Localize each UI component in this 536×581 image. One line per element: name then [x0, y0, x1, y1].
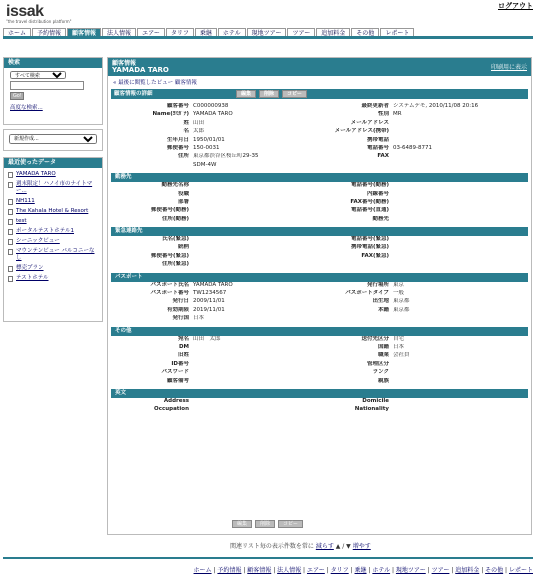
field-label — [301, 315, 391, 323]
field-label: 勤務先名称 — [161, 182, 189, 189]
field-label: 旧姓 — [177, 352, 189, 359]
recent-item[interactable] — [8, 181, 98, 195]
field-label: 性別 — [377, 111, 389, 118]
tab-9[interactable]: ツアー — [287, 28, 315, 36]
field-value — [391, 162, 524, 170]
create-new-panel — [3, 129, 103, 151]
details-header — [111, 89, 528, 99]
field-value: 自宅 — [393, 335, 405, 342]
field-label: 携帯電話(緊急) — [350, 244, 389, 251]
customer-detail-panel — [107, 57, 532, 535]
edit-button-bottom[interactable]: 編集 — [232, 520, 252, 528]
field-value — [391, 191, 524, 199]
recent-item[interactable] — [8, 265, 98, 272]
field-label: 電話番号(直通) — [350, 207, 389, 214]
document-icon — [8, 182, 13, 188]
copy-button[interactable]: コピー — [282, 90, 307, 98]
document-icon — [8, 229, 13, 235]
recent-item[interactable] — [8, 238, 98, 245]
field-label: DM — [178, 343, 189, 350]
field-row — [111, 361, 524, 369]
field-value — [391, 406, 524, 414]
field-label: パスワード — [161, 369, 189, 376]
field-row — [111, 244, 524, 252]
field-value: YAMADA TARO — [193, 111, 233, 118]
document-icon — [8, 249, 13, 255]
field-label: 顧客番号 — [166, 103, 189, 109]
tab-4[interactable]: エアー — [137, 28, 165, 36]
field-value — [391, 236, 524, 244]
field-label: Name(ﾖﾐｶﾞﾅ) — [152, 111, 189, 118]
english-table — [111, 398, 524, 415]
tab-8[interactable]: 現地ツアー — [247, 28, 287, 36]
recent-item[interactable] — [8, 275, 98, 282]
field-value — [391, 315, 524, 323]
section-passport: パスポート — [111, 273, 528, 282]
field-label: 管理区分 — [366, 360, 389, 367]
field-value: 太郎 — [193, 128, 205, 135]
search-input[interactable] — [10, 81, 84, 90]
field-label: 住所 — [177, 153, 189, 160]
section-other: その他 — [111, 327, 528, 336]
field-label: Domicile — [362, 397, 389, 404]
field-label: 発行国 — [172, 315, 189, 322]
search-panel — [3, 57, 103, 125]
field-row — [111, 153, 524, 161]
recent-item-link[interactable]: 週末限定！ハノイ市のナイトマー... — [16, 181, 93, 194]
field-value — [191, 244, 301, 252]
search-scope-select[interactable] — [10, 71, 66, 79]
footer-link[interactable]: 現地ツアー — [395, 567, 426, 574]
field-value — [391, 120, 524, 128]
field-label: 携帯電話 — [366, 136, 389, 143]
field-label: FAX(緊急) — [361, 252, 389, 259]
field-value — [391, 361, 524, 369]
field-row — [111, 236, 524, 244]
field-label: 姓 — [183, 119, 189, 126]
field-row — [111, 207, 524, 215]
search-go-button[interactable]: Go! — [10, 92, 24, 100]
field-label: ID番号 — [171, 360, 189, 367]
document-icon — [8, 239, 13, 245]
recent-item-link[interactable]: ポータルテストホテル1 — [16, 228, 75, 234]
field-label: 住所(勤務) — [161, 215, 189, 222]
basic-info-table — [111, 103, 524, 170]
field-value — [191, 361, 301, 369]
footer-link[interactable]: ホーム — [193, 567, 212, 574]
field-row — [111, 261, 524, 269]
field-value — [191, 236, 301, 244]
recent-item-link[interactable]: test — [16, 218, 27, 224]
field-label: Nationality — [354, 406, 389, 413]
field-value — [391, 398, 524, 406]
tab-12[interactable]: レポート — [380, 28, 414, 36]
field-label: 最終更新者 — [361, 103, 389, 109]
print-view-link[interactable]: 印刷用に表示 — [490, 64, 527, 71]
field-value: MR — [393, 111, 402, 118]
delete-button[interactable]: 削除 — [259, 90, 279, 98]
tab-2[interactable]: 顧客情報 — [67, 28, 101, 36]
field-value: 東京 — [393, 281, 405, 288]
field-label: 名 — [183, 128, 189, 135]
field-row — [111, 378, 524, 386]
field-label: FAX番号(勤務) — [350, 198, 389, 205]
field-label: 電話番号(勤務) — [350, 182, 389, 189]
field-value: 日本 — [393, 343, 405, 350]
field-value: 東京都渋谷区桜丘町29-35 — [193, 153, 259, 160]
field-row — [111, 199, 524, 207]
field-value — [391, 182, 524, 190]
tab-6[interactable]: 乗継 — [195, 28, 217, 36]
tab-3[interactable]: 法人情報 — [102, 28, 136, 36]
field-value: 日本 — [193, 315, 205, 322]
field-label — [301, 162, 391, 170]
main-header — [108, 58, 531, 76]
field-value — [391, 128, 524, 136]
field-value — [191, 253, 301, 261]
footer-nav: ホーム | 予約情報 | 顧客情報 | 法人情報 | エアー | タリフ | 乗継 | ホテル | 現地ツアー | ツアー | 追加料金 | その他 | レポート — [3, 557, 533, 575]
document-icon — [8, 276, 13, 282]
field-label: 国籍 — [377, 343, 389, 350]
section-english: 英文 — [111, 389, 528, 398]
field-row — [111, 162, 524, 170]
field-value: 2009/11/01 — [193, 298, 225, 305]
field-row — [111, 298, 524, 306]
field-row — [111, 369, 524, 377]
search-title: 検索 — [4, 58, 102, 68]
field-value: 東京都 — [393, 298, 410, 305]
recent-item-link[interactable]: テストホテル — [16, 275, 49, 281]
tab-11[interactable]: その他 — [351, 28, 379, 36]
field-value: 会社員 — [393, 352, 410, 359]
document-icon — [8, 209, 13, 215]
passport-table — [111, 282, 524, 324]
field-label: 生年月日 — [166, 136, 189, 143]
field-value — [391, 216, 524, 224]
field-label: パスポートタイプ — [345, 290, 389, 297]
field-label: 親族 — [377, 377, 389, 384]
field-value: YAMADA TARO — [193, 281, 233, 288]
field-row — [111, 406, 524, 414]
field-row — [111, 398, 524, 406]
field-value — [391, 207, 524, 215]
advanced-search-link[interactable]: 高度な検索... — [10, 105, 43, 111]
recent-item-link[interactable]: YAMADA TARO — [16, 171, 56, 177]
field-row — [111, 352, 524, 360]
field-label: 住所(緊急) — [161, 261, 189, 268]
field-label: ランク — [372, 369, 389, 376]
field-label: 部署 — [177, 198, 189, 205]
field-label: Occupation — [154, 406, 189, 413]
field-label: 出生地 — [372, 298, 389, 305]
edit-button[interactable]: 編集 — [236, 90, 256, 98]
field-row — [111, 182, 524, 190]
field-value: SDM-4W — [193, 161, 217, 168]
field-value — [391, 153, 524, 161]
field-value — [191, 398, 301, 406]
tab-7[interactable]: ホテル — [218, 28, 246, 36]
field-value — [391, 244, 524, 252]
recent-item-link[interactable]: NH111 — [16, 198, 35, 204]
field-label: 職業 — [377, 352, 389, 359]
field-value: 一般 — [393, 290, 405, 297]
main-title: 顧客情報 — [112, 60, 137, 67]
field-value — [391, 261, 524, 269]
field-label: パスポート番号 — [150, 290, 189, 297]
field-row — [111, 336, 524, 344]
field-value: 150-0031 — [193, 144, 220, 151]
field-row — [111, 191, 524, 199]
document-icon — [8, 266, 13, 272]
recent-list — [4, 168, 102, 288]
field-label: 送付先区分 — [361, 335, 389, 342]
footer-link[interactable]: ホテル — [372, 567, 391, 574]
create-new-select[interactable] — [9, 134, 97, 144]
field-row — [111, 120, 524, 128]
field-label: 郵便番号(緊急) — [150, 252, 189, 259]
field-row — [111, 137, 524, 145]
field-label — [111, 162, 191, 170]
field-value — [391, 378, 524, 386]
field-label: 郵便番号 — [166, 144, 189, 151]
field-value — [191, 344, 301, 352]
field-label: 続柄 — [177, 244, 189, 251]
copy-button-bottom[interactable]: コピー — [278, 520, 303, 528]
field-label: 郵便番号(勤務) — [150, 207, 189, 214]
delete-button-bottom[interactable]: 削除 — [255, 520, 275, 528]
field-label: 顧客備考 — [166, 377, 189, 384]
field-row — [111, 344, 524, 352]
footer-link[interactable]: その他 — [485, 567, 504, 574]
recent-item[interactable] — [8, 208, 98, 215]
field-value — [191, 261, 301, 269]
logout-link[interactable]: ログアウト — [498, 2, 533, 10]
footer-link[interactable]: 乗継 — [354, 567, 367, 574]
field-value: 1950/01/01 — [193, 136, 225, 143]
section-work: 勤務先 — [111, 173, 528, 182]
tagline: "the travel distribution platform" — [6, 19, 72, 24]
field-label: パスポート氏名 — [150, 281, 189, 288]
field-label: FAX — [377, 153, 389, 160]
field-value — [191, 199, 301, 207]
field-value — [191, 216, 301, 224]
breadcrumb[interactable]: « 最後に閲覧したビュー 顧客情報 — [113, 80, 197, 86]
related-text: 関連リスト毎の表示件数を常に — [230, 543, 314, 550]
recent-items-panel — [3, 157, 103, 322]
footer-link[interactable]: 顧客情報 — [247, 567, 272, 574]
field-value — [391, 137, 524, 145]
field-value: 2019/11/01 — [193, 306, 225, 313]
field-value — [391, 253, 524, 261]
show-less-link[interactable]: 減らす — [315, 543, 334, 550]
field-value — [191, 352, 301, 360]
field-value — [191, 191, 301, 199]
section-emergency: 緊急連絡先 — [111, 227, 528, 236]
field-row — [111, 128, 524, 136]
field-value: C000000938 — [193, 103, 229, 109]
field-value: TW1234567 — [193, 290, 227, 297]
recent-item-link[interactable]: シーニックビュー — [16, 238, 60, 244]
field-label — [301, 261, 391, 269]
footer-link[interactable]: 予約情報 — [217, 567, 242, 574]
tab-10[interactable]: 追加料金 — [316, 28, 350, 36]
footer-link[interactable]: 追加料金 — [455, 567, 480, 574]
field-row — [111, 145, 524, 153]
field-label: メールアドレス — [350, 119, 389, 126]
recent-item-link[interactable]: The Kahala Hotel & Resort — [16, 208, 89, 214]
document-icon — [8, 172, 13, 178]
footer-link[interactable]: レポート — [508, 567, 533, 574]
field-label: 発行場所 — [366, 281, 389, 288]
field-label: 氏名(緊急) — [161, 236, 189, 243]
customer-name-title: YAMADA TARO — [112, 66, 169, 74]
recent-item[interactable] — [8, 198, 98, 205]
show-more-link[interactable]: 増やす — [352, 543, 371, 550]
footer-link[interactable]: タリフ — [330, 567, 349, 574]
field-row — [111, 253, 524, 261]
footer-link[interactable]: エアー — [306, 567, 325, 574]
recent-item[interactable] — [8, 248, 98, 262]
field-label: Address — [163, 397, 189, 404]
tab-1[interactable]: 予約情報 — [32, 28, 66, 36]
field-row — [111, 315, 524, 323]
field-value: 03-6489-8771 — [393, 144, 432, 151]
field-label: 内線番号 — [366, 190, 389, 197]
field-label: 役職 — [177, 190, 189, 197]
field-label: 発行日 — [172, 298, 189, 305]
field-row — [111, 307, 524, 315]
main-tabs — [3, 28, 533, 39]
recent-title: 最近使ったデータ — [4, 158, 102, 168]
field-label: 勤務先 — [372, 215, 389, 222]
footer-link[interactable]: 法人情報 — [277, 567, 302, 574]
field-row — [111, 103, 524, 111]
field-label: 電話番号(緊急) — [350, 236, 389, 243]
recent-item-link[interactable]: 標売プラン — [16, 265, 44, 271]
bottom-buttons — [232, 520, 303, 528]
field-value — [191, 207, 301, 215]
field-label: 電話番号 — [366, 144, 389, 151]
field-row — [111, 111, 524, 119]
field-value — [391, 199, 524, 207]
recent-item[interactable] — [8, 228, 98, 235]
footer-link[interactable]: ツアー — [431, 567, 450, 574]
field-value: 東京都 — [393, 306, 410, 313]
field-label: 本籍 — [377, 306, 389, 313]
work-table — [111, 182, 524, 224]
field-row — [111, 282, 524, 290]
document-icon — [8, 219, 13, 225]
field-row — [111, 290, 524, 298]
field-value: システムデモ, 2010/11/08 20:16 — [393, 103, 479, 109]
field-value — [191, 369, 301, 377]
tab-0[interactable]: ホーム — [3, 28, 31, 36]
tab-5[interactable]: タリフ — [166, 28, 194, 36]
field-label: 宛名 — [177, 335, 189, 342]
field-row — [111, 216, 524, 224]
field-value: 山田 — [193, 119, 205, 126]
field-value — [191, 378, 301, 386]
document-icon — [8, 199, 13, 205]
emergency-table — [111, 236, 524, 270]
field-value — [391, 369, 524, 377]
recent-item[interactable] — [8, 171, 98, 178]
field-label: 有効期限 — [166, 306, 189, 313]
recent-item-link[interactable]: マウンテンビュー バルコニーなし — [16, 248, 95, 261]
field-value — [191, 406, 301, 414]
recent-item[interactable] — [8, 218, 98, 225]
field-value — [191, 182, 301, 190]
issak-logo: issak — [6, 3, 44, 20]
other-table — [111, 336, 524, 386]
related-list-note: 関連リスト毎の表示件数を常に 減らす ▲ / ▼ 増やす — [230, 543, 371, 550]
details-title: 顧客情報の詳細 — [114, 91, 153, 97]
field-value: 山田 太郎 — [193, 335, 221, 342]
field-label: メールアドレス(携帯) — [334, 128, 389, 135]
